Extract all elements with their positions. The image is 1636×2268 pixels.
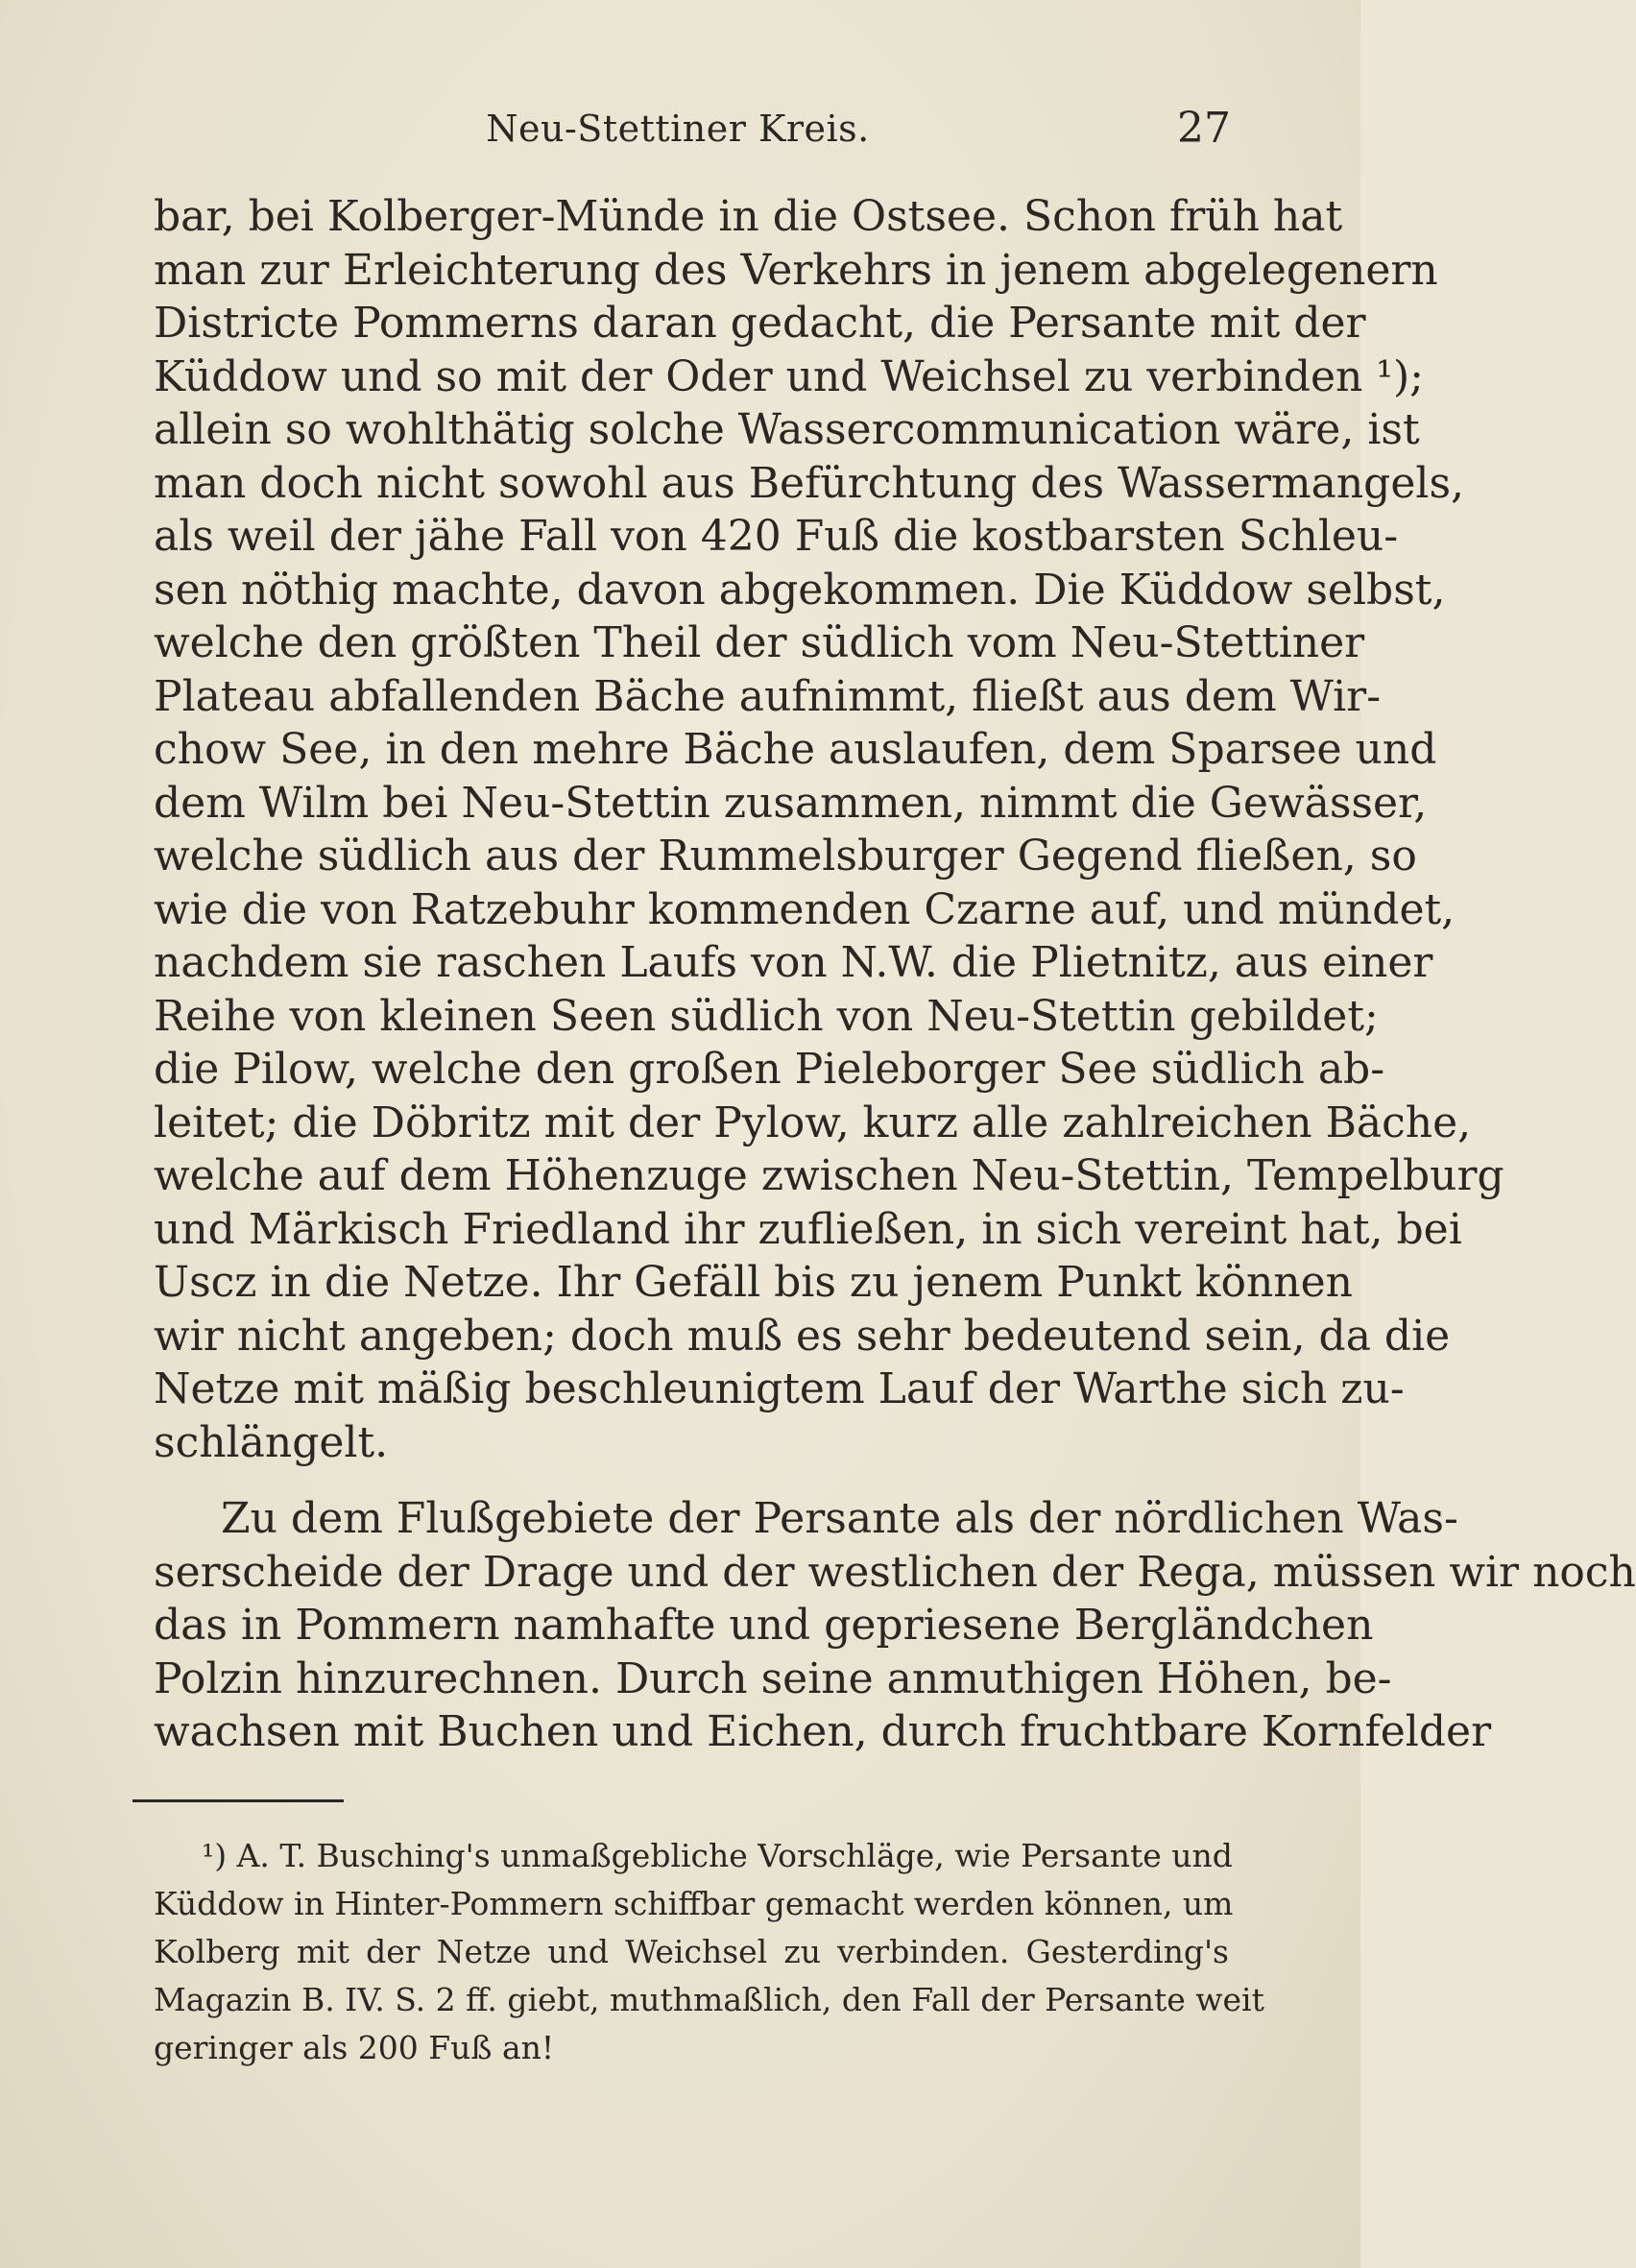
- text-line: Polzin hinzurechnen. Durch seine anmuthigen Höhen, be-: [154, 1653, 1392, 1703]
- text-line: Plateau abfallenden Bäche aufnimmt, fließt aus dem Wir-: [154, 671, 1382, 721]
- text-line: Reihe von kleinen Seen südlich von Neu-Stettin gebildet;: [154, 991, 1379, 1041]
- footnotes: [154, 1832, 1264, 2072]
- footnote-line: ¹) A. T. Busching's unmaßgebliche Vorschläge, wie Persante und: [202, 1837, 1233, 1874]
- paragraph-2: [154, 1492, 1636, 1759]
- footnote-line: Kolberg mit der Netze und Weichsel zu verbinden. Gesterding's: [154, 1933, 1229, 1970]
- text-line: Districte Pommerns daran gedacht, die Persante mit der: [154, 299, 1366, 348]
- text-line: und Märkisch Friedland ihr zufließen, in sich vereint hat, bei: [154, 1204, 1462, 1254]
- text-line: das in Pommern namhafte und gepriesene Bergländchen: [154, 1601, 1374, 1650]
- text-line: leitet; die Döbritz mit der Pylow, kurz alle zahlreichen Bäche,: [154, 1098, 1472, 1147]
- text-line: allein so wohlthätig solche Wassercommunication wäre, ist: [154, 405, 1420, 454]
- text-line: welche den größten Theil der südlich vom Neu-Stettiner: [154, 618, 1365, 667]
- text-line: dem Wilm bei Neu-Stettin zusammen, nimmt die Gewässer,: [154, 778, 1428, 828]
- footnote-line: geringer als 200 Fuß an!: [154, 2029, 555, 2066]
- footnote-line: Küddow in Hinter-Pommern schiffbar gemacht werden können, um: [154, 1885, 1234, 1922]
- text-line: nachdem sie raschen Laufs von N.W. die Plietnitz, aus einer: [154, 938, 1433, 987]
- text-line: als weil der jähe Fall von 420 Fuß die kostbarsten Schleu-: [154, 512, 1399, 561]
- text-line: man zur Erleichterung des Verkehrs in jenem abgelegenern: [154, 245, 1438, 295]
- running-head: Neu-Stettiner Kreis.: [486, 108, 870, 150]
- text-line: sen nöthig machte, davon abgekommen. Die Küddow selbst,: [154, 565, 1446, 615]
- text-line: schlängelt.: [154, 1417, 389, 1467]
- page-header: [125, 104, 1231, 165]
- body-text: [154, 190, 1636, 1759]
- footnote-line: Magazin B. IV. S. 2 ff. giebt, muthmaßlich, den Fall der Persante weit: [154, 1981, 1264, 2018]
- text-line: Netze mit mäßig beschleunigtem Lauf der Warthe sich zu-: [154, 1364, 1405, 1413]
- text-line: wachsen mit Buchen und Eichen, durch fruchtbare Kornfelder: [154, 1707, 1492, 1756]
- text-line: chow See, in den mehre Bäche auslaufen, dem Sparsee und: [154, 725, 1437, 774]
- text-line: welche auf dem Höhenzuge zwischen Neu-Stettin, Tempelburg: [154, 1151, 1504, 1200]
- page-number: 27: [1177, 104, 1231, 153]
- text-line: bar, bei Kolberger-Münde in die Ostsee. Schon früh hat: [154, 192, 1343, 241]
- text-line: wir nicht angeben; doch muß es sehr bedeutend sein, da die: [154, 1311, 1451, 1361]
- text-line: serscheide der Drage und der westlichen der Rega, müssen wir noch: [154, 1547, 1636, 1597]
- footnote-divider: [132, 1799, 344, 1802]
- paragraph-1: [154, 190, 1504, 1469]
- text-line: wie die von Ratzebuhr kommenden Czarne auf, und mündet,: [154, 884, 1456, 934]
- text-line: man doch nicht sowohl aus Befürchtung des Wassermangels,: [154, 458, 1465, 508]
- text-line: welche südlich aus der Rummelsburger Gegend fließen, so: [154, 832, 1417, 881]
- text-line: die Pilow, welche den großen Pieleborger See südlich ab-: [154, 1045, 1385, 1094]
- text-line: Uscz in die Netze. Ihr Gefäll bis zu jenem Punkt können: [154, 1258, 1354, 1307]
- text-line: Küddow und so mit der Oder und Weichsel zu verbinden ¹);: [154, 351, 1424, 401]
- text-line: Zu dem Flußgebiete der Persante als der nördlichen Was-: [221, 1494, 1458, 1543]
